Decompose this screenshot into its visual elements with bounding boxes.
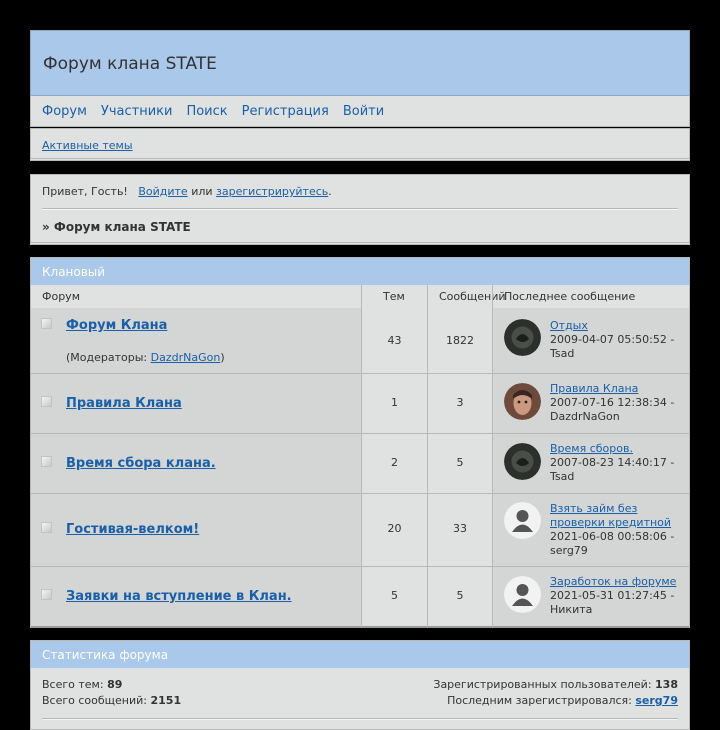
last-post-link[interactable]: Время сборов. (550, 442, 633, 455)
nav-register[interactable]: Регистрация (241, 104, 329, 119)
total-posts-label: Всего сообщений: (42, 694, 147, 707)
last-post-info (550, 502, 686, 558)
posts-count: 1822 (446, 334, 474, 347)
breadcrumb: » Форум клана STATE (42, 220, 191, 234)
column-headers (31, 285, 689, 309)
last-registered-label: Последним зарегистрировался: (447, 694, 632, 707)
stats-header (31, 641, 689, 668)
forum-link[interactable]: Форум Клана (66, 318, 168, 333)
last-post-info (550, 319, 686, 361)
topics-count: 20 (387, 522, 402, 535)
last-post-date: 2007-07-16 12:38:34 - (550, 396, 675, 409)
last-post-cell (493, 494, 689, 566)
dot-text: . (328, 185, 332, 198)
registered-users-label: Зарегистрированных пользователей: (433, 678, 652, 691)
last-post-cell (493, 567, 689, 626)
avatar[interactable] (504, 383, 541, 420)
last-post-cell (493, 374, 689, 433)
last-registered (447, 694, 678, 707)
last-post-user: Tsad (550, 470, 575, 483)
forum-status-icon (41, 318, 52, 329)
divider (42, 208, 678, 210)
last-post-link[interactable]: Правила Клана (550, 382, 639, 395)
forum-link[interactable]: Правила Клана (66, 396, 182, 411)
avatar[interactable] (504, 443, 541, 480)
stats-title: Статистика форума (42, 648, 169, 662)
col-posts: Сообщений (439, 290, 506, 303)
total-topics (42, 678, 122, 691)
col-last: Последнее сообщение (504, 290, 636, 303)
table-row (31, 374, 689, 434)
column-divider (427, 285, 428, 627)
or-text: или (191, 185, 213, 198)
category-title: Клановый (42, 265, 106, 279)
last-post-date: 2021-06-08 00:58:06 - (550, 530, 675, 543)
table-row (31, 434, 689, 494)
last-post-user: DazdrNaGon (550, 410, 620, 423)
moderator-link[interactable]: DazdrNaGon (150, 351, 221, 364)
registered-users (433, 678, 678, 691)
forum-status-icon (41, 522, 52, 533)
mods-prefix: (Модераторы: (66, 351, 151, 364)
main-nav (30, 96, 690, 127)
total-posts-value: 2151 (150, 694, 182, 707)
last-post-info (550, 382, 686, 424)
last-post-link[interactable]: Взять займ без проверки кредитной (550, 502, 672, 529)
forum-cell (31, 434, 361, 493)
column-divider (492, 285, 493, 627)
nav-members[interactable]: Участники (100, 104, 173, 119)
total-posts (42, 694, 181, 707)
forum-header (30, 30, 690, 96)
topics-count: 2 (391, 456, 398, 469)
forum-stats (30, 640, 690, 730)
column-divider (361, 285, 362, 627)
last-post-link[interactable]: Отдых (550, 319, 588, 332)
greeting-text: Привет, Гость! (42, 185, 128, 198)
last-post-link[interactable]: Заработок на форуме (550, 575, 677, 588)
forum-link[interactable]: Гостивая-велком! (66, 522, 200, 537)
col-topics: Тем (383, 290, 405, 303)
last-registered-user-link[interactable]: serg79 (635, 694, 678, 707)
nav-search[interactable]: Поиск (186, 104, 228, 119)
total-topics-label: Всего тем: (42, 678, 104, 691)
mods-suffix: ) (220, 351, 225, 364)
forum-link[interactable]: Время сбора клана. (66, 456, 216, 471)
last-post-date: 2007-08-23 14:40:17 - (550, 456, 675, 469)
last-post-cell (493, 434, 689, 493)
nav-login[interactable]: Войти (342, 104, 385, 119)
register-link[interactable]: зарегистрируйтесь (216, 185, 329, 198)
forum-cell (31, 374, 361, 433)
forum-title: Форум клана STATE (43, 54, 217, 74)
forum-status-icon (41, 396, 52, 407)
registered-users-value: 138 (655, 678, 678, 691)
posts-count: 33 (453, 522, 467, 535)
last-post-user: Tsad (550, 347, 575, 360)
welcome-panel (30, 174, 690, 245)
category-table (30, 257, 690, 628)
table-row (31, 567, 689, 628)
topics-count: 5 (391, 589, 398, 602)
forum-link[interactable]: Заявки на вступление в Клан. (66, 589, 292, 604)
table-row (31, 494, 689, 567)
forum-cell (31, 308, 361, 373)
last-post-date: 2021-05-31 01:27:45 - (550, 589, 675, 602)
last-post-info (550, 442, 686, 484)
category-header (31, 258, 689, 285)
avatar[interactable] (504, 319, 541, 356)
topics-count: 1 (391, 396, 398, 409)
forum-cell (31, 494, 361, 566)
table-row (31, 308, 689, 374)
forum-status-icon (41, 456, 52, 467)
forum-status-icon (41, 589, 52, 600)
avatar[interactable] (504, 576, 541, 613)
topics-count: 43 (387, 334, 402, 347)
sub-nav (30, 128, 690, 161)
last-post-date: 2009-04-07 05:50:52 - (550, 333, 675, 346)
posts-count: 5 (456, 456, 464, 469)
posts-count: 5 (456, 589, 464, 602)
total-topics-value: 89 (107, 678, 123, 691)
avatar[interactable] (504, 502, 541, 539)
forum-cell (31, 567, 361, 626)
last-post-user: Никита (550, 603, 593, 616)
last-post-user: serg79 (550, 544, 588, 557)
welcome-line (42, 185, 332, 198)
nav-forum[interactable]: Форум (42, 104, 87, 119)
col-forum: Форум (42, 290, 80, 303)
active-topics-link[interactable]: Активные темы (42, 139, 133, 152)
last-post-info (550, 575, 686, 617)
moderators (66, 351, 225, 364)
login-link[interactable]: Войдите (138, 185, 188, 198)
last-post-cell (493, 308, 689, 373)
posts-count: 3 (456, 396, 464, 409)
